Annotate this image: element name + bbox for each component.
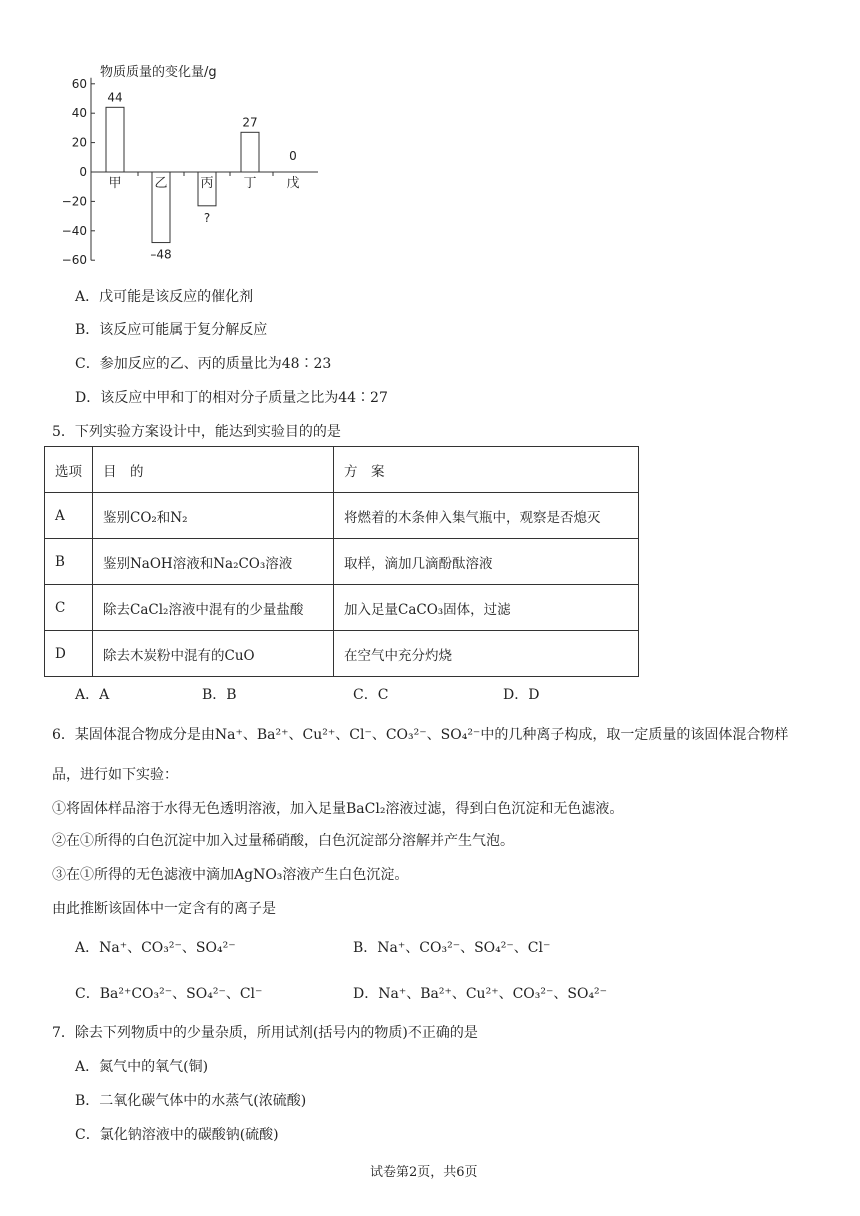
category-label: 丙	[200, 176, 214, 191]
q6-choice-b[interactable]: B．Na⁺、CO₃²⁻、SO₄²⁻、Cl⁻	[353, 940, 551, 956]
y-tick-label: 20	[71, 135, 87, 150]
q6-choice-d[interactable]: D．Na⁺、Ba²⁺、Cu²⁺、CO₃²⁻、SO₄²⁻	[353, 986, 608, 1002]
header-option: 选项	[45, 447, 93, 493]
category-label: 甲	[108, 176, 122, 191]
q6-stem-line1: 6．某固体混合物成分是由Na⁺、Ba²⁺、Cu²⁺、Cl⁻、CO₃²⁻、SO₄²⁻中的几种离子构成，取一定质量的该固体混合物样	[52, 727, 789, 743]
q5-stem: 5．下列实验方案设计中，能达到实验目的的是	[52, 424, 341, 440]
q6-choice-c[interactable]: C．Ba²⁺CO₃²⁻、SO₄²⁻、Cl⁻	[75, 986, 263, 1002]
row-plan: 取样，滴加几滴酚酞溶液	[334, 539, 639, 585]
q7-stem: 7．除去下列物质中的少量杂质，所用试剂(括号内的物质)不正确的是	[52, 1025, 478, 1041]
q5-choice-a[interactable]: A．A	[75, 687, 110, 703]
q5-choice-c[interactable]: C．C	[353, 687, 389, 703]
data-label: 44	[107, 90, 123, 105]
q6-choice-a[interactable]: A．Na⁺、CO₃²⁻、SO₄²⁻	[75, 940, 236, 956]
data-label: 27	[242, 115, 258, 130]
y-tick-label: −20	[61, 194, 87, 209]
category-label: 戊	[286, 176, 300, 191]
y-tick-label: −60	[61, 253, 87, 268]
table-row	[45, 539, 639, 585]
y-tick-label: 0	[79, 165, 87, 179]
row-option: A	[45, 493, 93, 539]
y-tick-label: 40	[71, 106, 87, 121]
q7-choice-a[interactable]: A．氮气中的氧气(铜)	[75, 1059, 209, 1075]
bar-丁	[241, 132, 259, 172]
bar-甲	[106, 107, 124, 172]
row-goal: 除去CaCl₂溶液中混有的少量盐酸	[93, 585, 334, 631]
y-axis	[62, 77, 318, 267]
table-row	[45, 493, 639, 539]
category-label: 乙	[154, 176, 168, 191]
q6-step1: ①将固体样品溶于水得无色透明溶液，加入足量BaCl₂溶液过滤，得到白色沉淀和无色滤液。	[52, 801, 624, 817]
row-option: C	[45, 585, 93, 631]
q4-option-b[interactable]: B．该反应可能属于复分解反应	[75, 322, 268, 338]
q7-choice-b[interactable]: B．二氧化碳气体中的水蒸气(浓硫酸)	[75, 1093, 307, 1109]
q4-option-a[interactable]: A．戊可能是该反应的催化剂	[75, 289, 254, 305]
y-tick-label: −40	[61, 223, 87, 238]
q5-table	[44, 446, 639, 677]
page-footer: 试卷第2页，共6页	[370, 1165, 478, 1180]
q4-option-c[interactable]: C．参加反应的乙、丙的质量比为48∶23	[75, 356, 332, 372]
row-plan: 在空气中充分灼烧	[334, 631, 639, 677]
table-header-row	[45, 447, 639, 493]
q6-stem-line2: 品，进行如下实验：	[52, 767, 178, 783]
row-goal: 除去木炭粉中混有的CuO	[93, 631, 334, 677]
data-label: ?	[203, 210, 211, 225]
row-goal: 鉴别NaOH溶液和Na₂CO₃溶液	[93, 539, 334, 585]
mass-change-bar-chart	[60, 60, 340, 270]
q6-step3: ③在①所得的无色滤液中滴加AgNO₃溶液产生白色沉淀。	[52, 867, 409, 883]
header-plan: 方 案	[334, 447, 639, 493]
row-option: D	[45, 631, 93, 677]
q5-choice-b[interactable]: B．B	[202, 687, 237, 703]
y-axis-label: 物质质量的变化量/g	[100, 65, 217, 80]
row-plan: 将燃着的木条伸入集气瓶中，观察是否熄灭	[334, 493, 639, 539]
row-plan: 加入足量CaCO₃固体，过滤	[334, 585, 639, 631]
category-label: 丁	[243, 176, 257, 191]
data-label: –48	[150, 247, 172, 262]
y-tick-label: 60	[71, 76, 87, 91]
q6-question: 由此推断该固体中一定含有的离子是	[52, 901, 276, 917]
table-row	[45, 585, 639, 631]
table-row	[45, 631, 639, 677]
q7-choice-c[interactable]: C．氯化钠溶液中的碳酸钠(硫酸)	[75, 1127, 279, 1143]
q4-option-d[interactable]: D．该反应中甲和丁的相对分子质量之比为44∶27	[75, 390, 388, 406]
row-option: B	[45, 539, 93, 585]
row-goal: 鉴别CO₂和N₂	[93, 493, 334, 539]
data-label: 0	[289, 149, 297, 163]
bars	[106, 90, 300, 261]
header-goal: 目 的	[93, 447, 334, 493]
q6-step2: ②在①所得的白色沉淀中加入过量稀硝酸，白色沉淀部分溶解并产生气泡。	[52, 833, 514, 849]
q5-choice-d[interactable]: D．D	[503, 687, 540, 703]
